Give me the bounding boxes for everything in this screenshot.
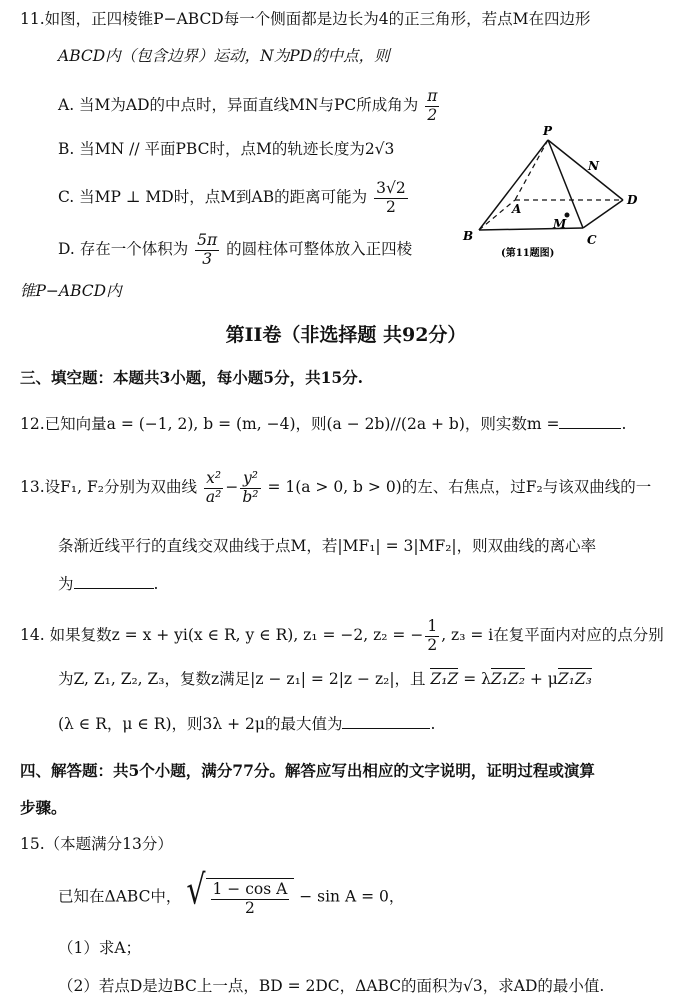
q15-text-end: − sin A = 0， (299, 887, 405, 906)
q14-line3: (λ ∈ R，μ ∈ R)，则3λ + 2μ的最大值为 . (58, 715, 436, 733)
pyramid-figure (455, 122, 655, 262)
q12: 12.已知向量a = (−1, 2), b = (m, −4)，则(a − 2b)//(2a + b)，则实数m = . (20, 415, 627, 433)
q11-option-a-num: π (427, 87, 438, 105)
q14-line2 (58, 668, 592, 690)
q11-option-c-num: 3√2 (376, 179, 406, 197)
q11-option-a-fraction (425, 88, 439, 124)
q15-fraction (211, 881, 290, 917)
q13-answer-blank (74, 588, 154, 589)
q14-line1 (20, 618, 664, 654)
q11-option-c-text: C. 当MP ⊥ MD时，点M到AB的距离可能为 (58, 188, 368, 206)
q15-statement (58, 867, 405, 917)
q14-fraction (425, 618, 439, 654)
edge-bc (479, 228, 583, 230)
q15-text: 已知在ΔABC中， (58, 887, 182, 906)
q11-option-c-den: 2 (385, 197, 396, 216)
q14-num: 1 (427, 617, 438, 635)
q15-sub2: （2）若点D是边BC上一点，BD = 2DC，ΔABC的面积为√3，求AD的最小值. (58, 977, 605, 995)
q14-den: 2 (427, 635, 438, 654)
part2-title: 第II卷（非选择题 共92分） (225, 324, 467, 346)
q14-text-end: , z₃ = i在复平面内对应的点分别 (441, 626, 664, 644)
q11-option-c-fraction (374, 180, 408, 216)
label-d: D (627, 193, 638, 207)
q13-line2: 条渐近线平行的直线交双曲线于点M，若|MF₁| = 3|MF₂|，则双曲线的离心率 (58, 537, 597, 555)
q11-option-a-den: 2 (427, 105, 438, 124)
section3-header: 三、填空题：本题共3小题，每小题5分，共15分. (20, 368, 364, 387)
q13-x-num: x² (204, 470, 223, 489)
q13-line3: 为 . (58, 575, 159, 593)
section4-header-line1: 四、解答题：共5个小题，满分77分。解答应写出相应的文字说明，证明过程或演算 (20, 761, 595, 780)
q11-option-d-text: D. 存在一个体积为 (58, 240, 189, 258)
q15-radical (186, 867, 294, 917)
q13-line1: 13.设F₁, F₂分别为双曲线 $\frac{\text{x²}}{\text{a²}}$ − $\frac{\text{y²}}{\text{b²}}$ = 1(a > 0, b > 0)的左、右焦点，过F₂与该双曲线的一 (20, 469, 652, 506)
q11-option-d (58, 232, 412, 268)
label-a: A (512, 202, 522, 216)
q11-option-d-continued: 锥P−ABCD内 (20, 282, 122, 300)
q14-text: 14. 如果复数z = x + yi(x ∈ R, y ∈ R), z₁ = −2, z₂ = − (20, 626, 424, 644)
q13-fraction-x (204, 470, 223, 506)
q13-text-end: = 1(a > 0, b > 0)的左、右焦点，过F₂与该双曲线的一 (267, 478, 652, 496)
q13-fraction-y (240, 470, 260, 506)
q11-option-a (58, 88, 441, 124)
q13-text: 13.设F₁, F₂分别为双曲线 (20, 478, 197, 496)
q11-option-c (58, 180, 410, 216)
q14-line2-text: 为Z, Z₁, Z₂, Z₃，复数z满足|z − z₁| = 2|z − z₂|，且 (58, 670, 426, 688)
edge-ab-hidden (479, 200, 515, 230)
figure-caption: (第11题图) (501, 248, 555, 259)
q15-rad-num: 1 − cos A (212, 880, 288, 898)
q13-y-num: y² (240, 470, 260, 489)
label-b: B (463, 229, 474, 243)
q11-option-d-num: 5π (197, 231, 218, 249)
q15-sub1: （1）求A； (58, 939, 142, 957)
q14-equals-lambda: = λ (463, 670, 491, 688)
label-m: M (553, 217, 567, 231)
edge-pa-hidden (515, 140, 548, 200)
label-p: P (543, 124, 553, 138)
label-n: N (588, 159, 599, 173)
q13-x-den: a² (205, 487, 222, 506)
q13-y-den: b² (242, 487, 259, 506)
q15-rad-den: 2 (244, 898, 255, 917)
radical-sign: √ (186, 867, 206, 915)
q11-option-a-text: A. 当M为AD的中点时，异面直线MN与PC所成角为 (58, 96, 419, 114)
q14-vector-z1z: Z₁Z (430, 670, 459, 688)
q12-answer-blank (559, 428, 621, 429)
q14-answer-blank (342, 728, 430, 729)
q11-option-b: B. 当MN // 平面PBC时，点M的轨迹长度为2√3 (58, 140, 395, 158)
q14-plus-mu: + μ (529, 670, 558, 688)
q13-line3-text: 为 (58, 575, 74, 593)
q12-text: 12.已知向量a = (−1, 2), b = (m, −4)，则(a − 2b)//(2a + b)，则实数m = (20, 415, 560, 433)
q11-line1: 11.如图，正四棱锥P−ABCD每一个侧面都是边长为4的正三角形，若点M在四边形 (20, 10, 591, 28)
section4-header-line2: 步骤。 (20, 798, 67, 817)
q14-vector-z1z3: Z₁Z₃ (557, 670, 592, 688)
edge-pb (479, 140, 548, 230)
q11-option-d-den: 3 (202, 249, 213, 268)
edge-cd (583, 200, 623, 228)
q15-title: 15.（本题满分13分） (20, 835, 173, 853)
q11-option-d-text-end: 的圆柱体可整体放入正四棱 (226, 240, 413, 258)
label-c: C (587, 233, 597, 247)
q11-option-d-fraction (195, 232, 219, 268)
q14-vector-z1z2: Z₁Z₂ (490, 670, 525, 688)
q14-line3-text: (λ ∈ R，μ ∈ R)，则3λ + 2μ的最大值为 (58, 715, 343, 733)
q11-line2: ABCD内（包含边界）运动，N为PD的中点，则 (58, 47, 390, 65)
